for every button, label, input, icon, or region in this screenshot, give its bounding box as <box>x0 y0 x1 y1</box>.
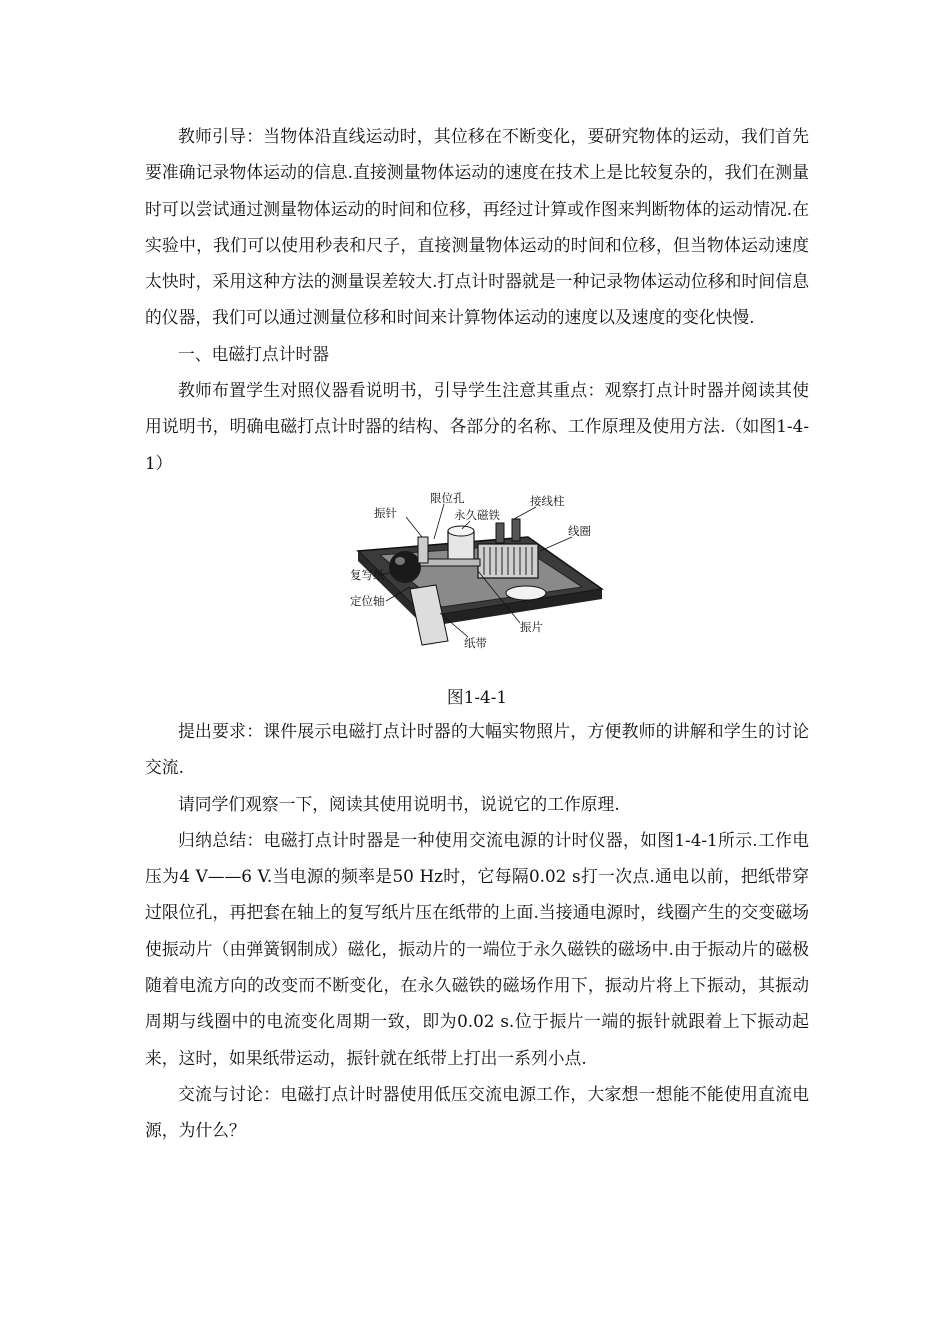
label-paper-tape: 纸带 <box>464 635 487 649</box>
label-permanent-magnet: 永久磁铁 <box>454 507 500 522</box>
carbon-paper-disc <box>389 551 421 583</box>
binding-post-right <box>512 519 520 541</box>
vibrating-strip <box>420 559 480 566</box>
label-carbon-paper: 复写纸 <box>350 567 385 582</box>
figure-caption: 图1-4-1 <box>446 686 508 707</box>
label-vibrating-strip: 振片 <box>520 619 543 634</box>
magnet-top <box>448 526 474 536</box>
label-vibrating-needle: 振针 <box>374 505 397 520</box>
paragraph-observe: 请同学们观察一下，阅读其使用说明书，说说它的工作原理. <box>178 793 620 814</box>
paragraph-summary: 归纳总结：电磁打点计时器是一种使用交流电源的计时仪器，如图1-4-1所示.工作电压为4 V——6 V.当电源的频率是50 Hz时，它每隔0.02 s打一次点.通电以前，把纸带穿过限位孔，再把套在轴上的复写纸片压在纸带的上面.当接通电源时，线圈产生的交变磁场使振动片（由弹簧钢制成）磁化，振动片的一端位于永久磁铁的磁场中.由于振动片的磁极随着电流方向的改变而不断变化，在永久磁铁的磁场作用下，振动片将上下振动，其振动周期与线圈中的电流变化周期一致，即为0.02 s.位于振片一端的振针就跟着上下振动起来，这时，如果纸带运动，振针就在纸带上打出一系列小点. <box>145 829 809 1068</box>
label-binding-post: 接线柱 <box>530 493 565 508</box>
binding-post-left <box>496 523 504 543</box>
label-positioning-shaft: 定位轴 <box>350 593 385 608</box>
vibrating-needle <box>418 537 428 563</box>
label-coil: 线圈 <box>568 523 591 538</box>
paragraph-teacher-guide: 教师引导：当物体沿直线运动时，其位移在不断变化，要研究物体的运动，我们首先要准确记录物体运动的信息.直接测量物体运动的速度在技术上是比较复杂的，我们在测量时可以尝试通过测量物体运动的时间和位移，再经过计算或作图来判断物体的运动情况.在实验中，我们可以使用秒表和尺子，直接测量物体运动的时间和位移，但当物体运动速度太快时，采用这种方法的测量误差较大.打点计时器就是一种记录物体运动位移和时间信息的仪器，我们可以通过测量位移和时间来计算物体运动的速度以及速度的变化快慢. <box>145 126 809 328</box>
section-heading: 一、电磁打点计时器 <box>178 343 330 364</box>
figure-timer-diagram <box>145 485 809 681</box>
paragraph-requirement: 提出要求：课件展示电磁打点计时器的大幅实物照片，方便教师的讲解和学生的讨论交流. <box>145 720 809 778</box>
label-limit-hole: 限位孔 <box>430 490 465 505</box>
timer-diagram-illustration <box>350 489 610 649</box>
document-page <box>145 118 809 1149</box>
paragraph-discussion: 交流与讨论：电磁打点计时器使用低压交流电源工作，大家想一想能不能使用直流电源，为什么？ <box>145 1083 809 1141</box>
carbon-paper-highlight <box>395 557 405 565</box>
nameplate-oval <box>506 586 546 600</box>
paragraph-intro: 教师布置学生对照仪器看说明书，引导学生注意其重点：观察打点计时器并阅读其使用说明书，明确电磁打点计时器的结构、各部分的名称、工作原理及使用方法.（如图1-4-1） <box>145 380 809 473</box>
